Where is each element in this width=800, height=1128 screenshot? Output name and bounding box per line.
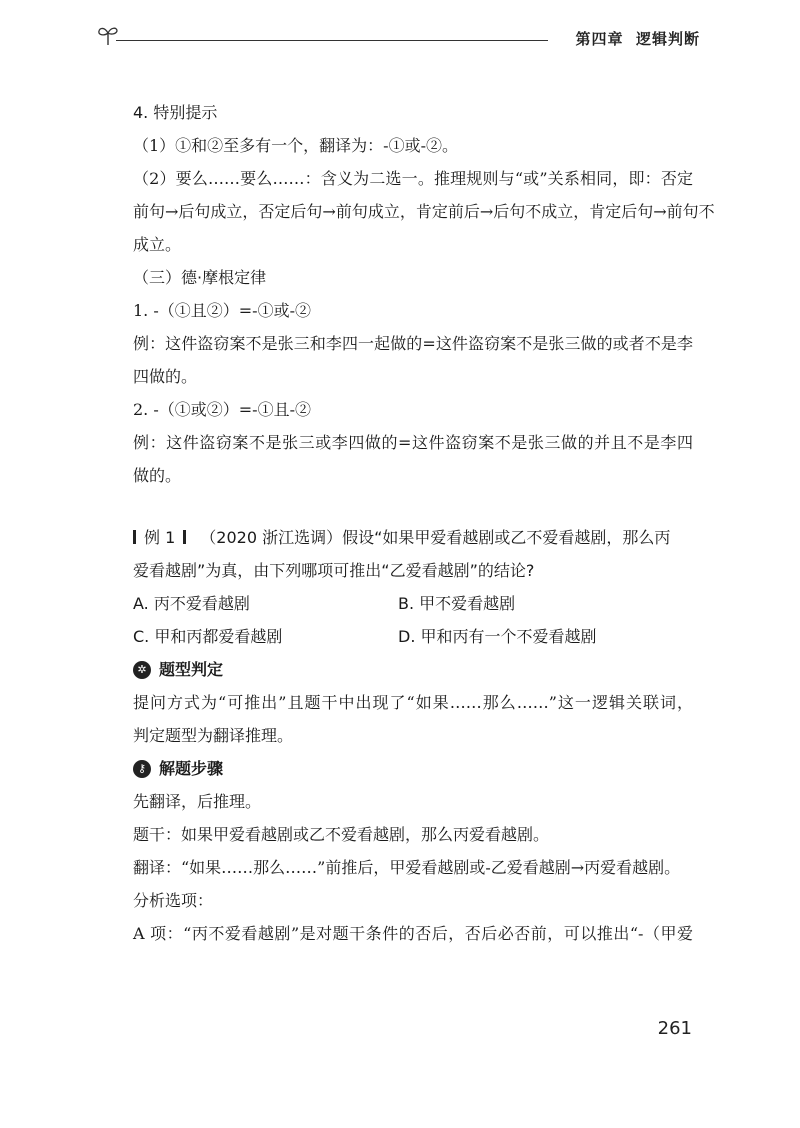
gear-icon: ✲	[133, 661, 151, 679]
type-line-1: 提问方式为“可推出”且题干中出现了“如果……那么……”这一逻辑关联词，	[133, 693, 693, 712]
rule-1: 1. -（①且②）=-①或-②	[133, 301, 311, 320]
label-bar-left	[133, 530, 136, 544]
question-line-2: 爱看越剧”为真，由下列哪项可推出“乙爱看越剧”的结论?	[133, 561, 535, 580]
page-body	[133, 96, 715, 950]
step-1: 先翻译，后推理。	[133, 792, 262, 811]
header-rule	[116, 40, 548, 41]
example-1-line-2: 四做的。	[133, 367, 198, 386]
chapter-name: 逻辑判断	[635, 30, 700, 48]
question-label: 例 1	[144, 528, 176, 547]
tip-2-line-1: （2）要么……要么……：含义为二选一。推理规则与“或”关系相同，即：否定	[133, 169, 693, 188]
option-a[interactable]: A. 丙不爱看越剧	[133, 594, 250, 613]
step-2: 题干：如果甲爱看越剧或乙不爱看越剧，那么丙爱看越剧。	[133, 825, 550, 844]
rule-2: 2. -（①或②）=-①且-②	[133, 400, 311, 419]
type-line-2: 判定题型为翻译推理。	[133, 726, 294, 745]
option-b[interactable]: B. 甲不爱看越剧	[398, 594, 516, 613]
section-heading: （三）德·摩根定律	[133, 268, 267, 287]
chapter-number: 第四章	[575, 30, 624, 48]
steps-heading-text: 解题步骤	[159, 759, 224, 778]
steps-heading	[133, 752, 693, 785]
tip-2-line-2: 前句→后句成立，否定后句→前句成立，肯定前后→后句不成立，肯定后句→前句不	[133, 202, 715, 221]
type-heading	[133, 653, 693, 686]
example-2-line-2: 做的。	[133, 466, 182, 485]
option-d[interactable]: D. 甲和丙有一个不爱看越剧	[398, 627, 597, 646]
key-icon: ⚷	[133, 760, 151, 778]
step-5: A 项：“丙不爱看越剧”是对题干条件的否后，否后必否前，可以推出“-（甲爱	[133, 924, 693, 943]
example-2-line-1: 例：这件盗窃案不是张三或李四做的=这件盗窃案不是张三做的并且不是李四	[133, 433, 693, 452]
label-bar-right	[183, 530, 186, 544]
tip-heading: 4. 特别提示	[133, 103, 218, 122]
step-3: 翻译：“如果……那么……”前推后，甲爱看越剧或-乙爱看越剧→丙爱看越剧。	[133, 858, 681, 877]
type-heading-text: 题型判定	[159, 660, 224, 679]
tip-1: （1）①和②至多有一个，翻译为：-①或-②。	[133, 136, 458, 155]
page-number: 261	[657, 1018, 692, 1039]
chapter-title	[576, 28, 700, 49]
page-header	[96, 18, 700, 58]
question-text-1: （2020 浙江选调）假设“如果甲爱看越剧或乙不爱看越剧，那么丙	[200, 528, 671, 547]
option-c[interactable]: C. 甲和丙都爱看越剧	[133, 627, 283, 646]
example-1-line-1: 例：这件盗窃案不是张三和李四一起做的=这件盗窃案不是张三做的或者不是李	[133, 334, 693, 353]
question-line-1	[133, 521, 693, 554]
step-4: 分析选项：	[133, 891, 214, 910]
sprout-icon	[96, 24, 120, 46]
options-row-2	[133, 620, 693, 653]
tip-2-line-3: 成立。	[133, 235, 182, 254]
options-row-1	[133, 587, 693, 620]
